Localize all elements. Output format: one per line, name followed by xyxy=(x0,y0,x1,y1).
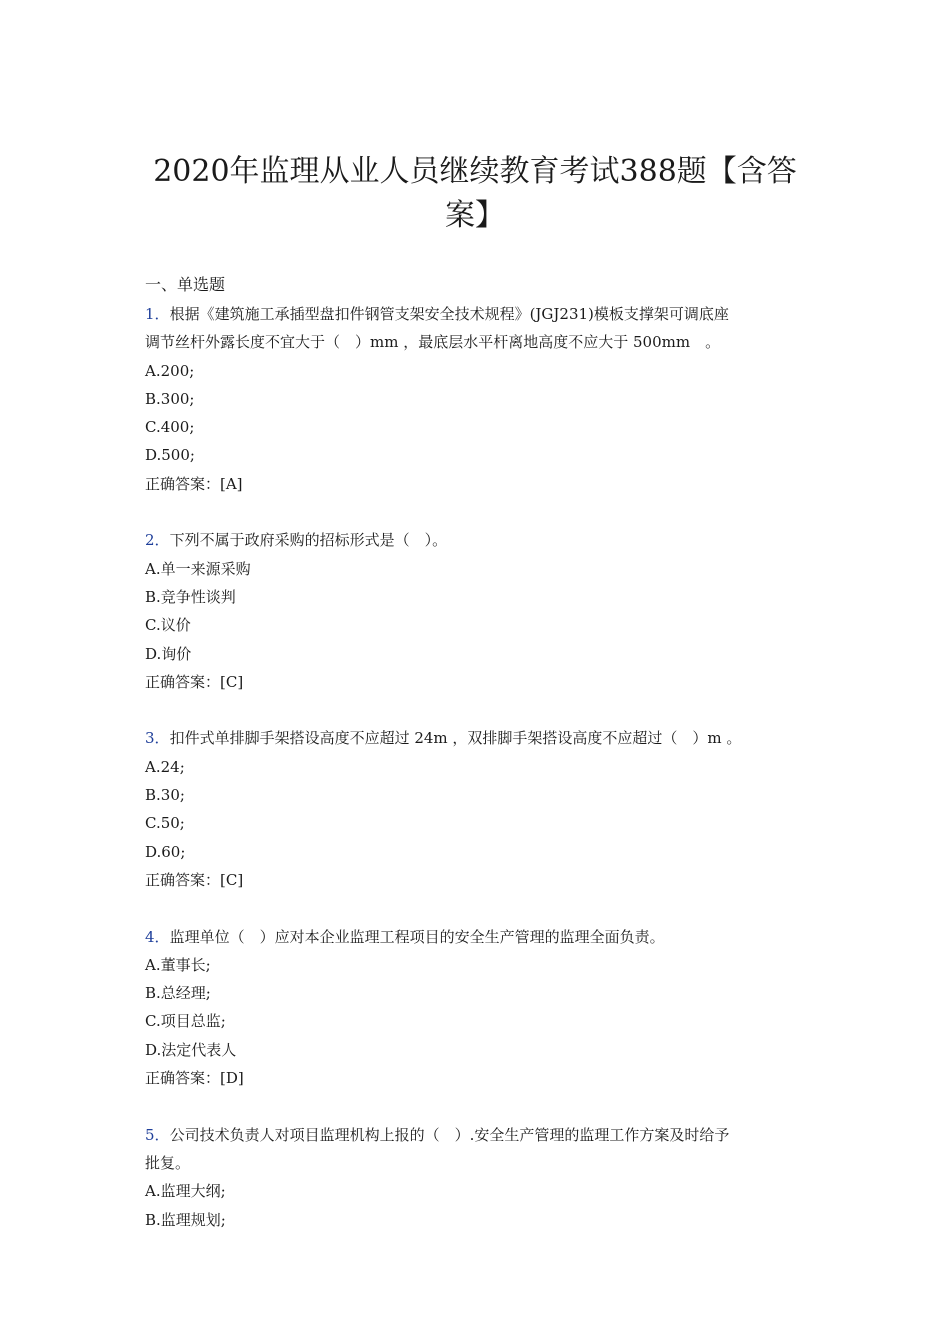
question-list xyxy=(145,270,815,1234)
option-c: C.400; xyxy=(145,418,195,437)
question-stem: 3．扣件式单排脚手架搭设高度不应超过 24m ，双排脚手架搭设高度不应超过（ ）m 。 xyxy=(145,729,742,748)
question-stem-line: 批复。 xyxy=(145,1153,191,1172)
question-5 xyxy=(145,1121,815,1234)
option-a: A.单一来源采购 xyxy=(145,559,251,578)
option-d: D.60; xyxy=(145,842,186,861)
option-b: B.30; xyxy=(145,786,185,805)
section-heading: 一、单选题 xyxy=(145,275,226,294)
option-b: B.监理规划; xyxy=(145,1210,226,1229)
title-line-2: 案】 xyxy=(445,198,505,233)
question-number: 4 xyxy=(145,927,155,946)
correct-answer: 正确答案：[C] xyxy=(145,672,244,691)
option-a: A.24; xyxy=(145,757,185,776)
question-number: 3 xyxy=(145,729,155,748)
question-4 xyxy=(145,923,815,1121)
question-stem-line: 下列不属于政府采购的招标形式是（ ）。 xyxy=(169,531,448,550)
option-d: D.500; xyxy=(145,446,195,465)
question-stem-line: 扣件式单排脚手架搭设高度不应超过 24m ，双排脚手架搭设高度不应超过（ ）m 。 xyxy=(169,729,742,748)
option-d: D.询价 xyxy=(145,644,192,663)
option-a: A.监理大纲; xyxy=(145,1182,226,1201)
question-stem: 2．下列不属于政府采购的招标形式是（ ）。 xyxy=(145,531,448,550)
option-b: B.竞争性谈判 xyxy=(145,587,236,606)
question-3 xyxy=(145,724,815,922)
correct-answer: 正确答案：[D] xyxy=(145,1069,244,1088)
question-stem: 4．监理单位（ ）应对本企业监理工程项目的安全生产管理的监理全面负责。 xyxy=(145,927,665,946)
question-number: 2 xyxy=(145,531,155,550)
document-title xyxy=(150,150,800,238)
question-number: 5 xyxy=(145,1125,155,1144)
option-a: A.董事长; xyxy=(145,955,211,974)
correct-answer: 正确答案：[A] xyxy=(145,474,243,493)
option-c: C.议价 xyxy=(145,616,191,635)
option-b: B.300; xyxy=(145,389,195,408)
option-a: A.200; xyxy=(145,361,195,380)
question-stem-line: 根据《建筑施工承插型盘扣件钢管支架安全技术规程》(JGJ231)模板支撑架可调底座 xyxy=(169,305,729,323)
correct-answer: 正确答案：[C] xyxy=(145,870,244,889)
title-line-1: 2020年监理从业人员继续教育考试388题【含答 xyxy=(153,154,797,189)
option-b: B.总经理; xyxy=(145,984,211,1003)
question-stem: 5．公司技术负责人对项目监理机构上报的（ ）.安全生产管理的监理工作方案及时给予 xyxy=(145,1125,730,1144)
question-stem-line: 公司技术负责人对项目监理机构上报的（ ）.安全生产管理的监理工作方案及时给予 xyxy=(169,1125,730,1144)
question-stem-line: 调节丝杆外露长度不宜大于（ ）mm ，最底层水平杆离地高度不应大于 500mm 。 xyxy=(145,333,721,352)
option-d: D.法定代表人 xyxy=(145,1040,237,1059)
question-stem-line: 监理单位（ ）应对本企业监理工程项目的安全生产管理的监理全面负责。 xyxy=(169,927,665,946)
question-2 xyxy=(145,526,815,724)
question-number: 1 xyxy=(145,305,155,323)
question-1 xyxy=(145,300,815,526)
question-stem: 1．根据《建筑施工承插型盘扣件钢管支架安全技术规程》(JGJ231)模板支撑架可调底座 xyxy=(145,305,729,323)
option-c: C.50; xyxy=(145,814,185,833)
option-c: C.项目总监; xyxy=(145,1012,226,1031)
